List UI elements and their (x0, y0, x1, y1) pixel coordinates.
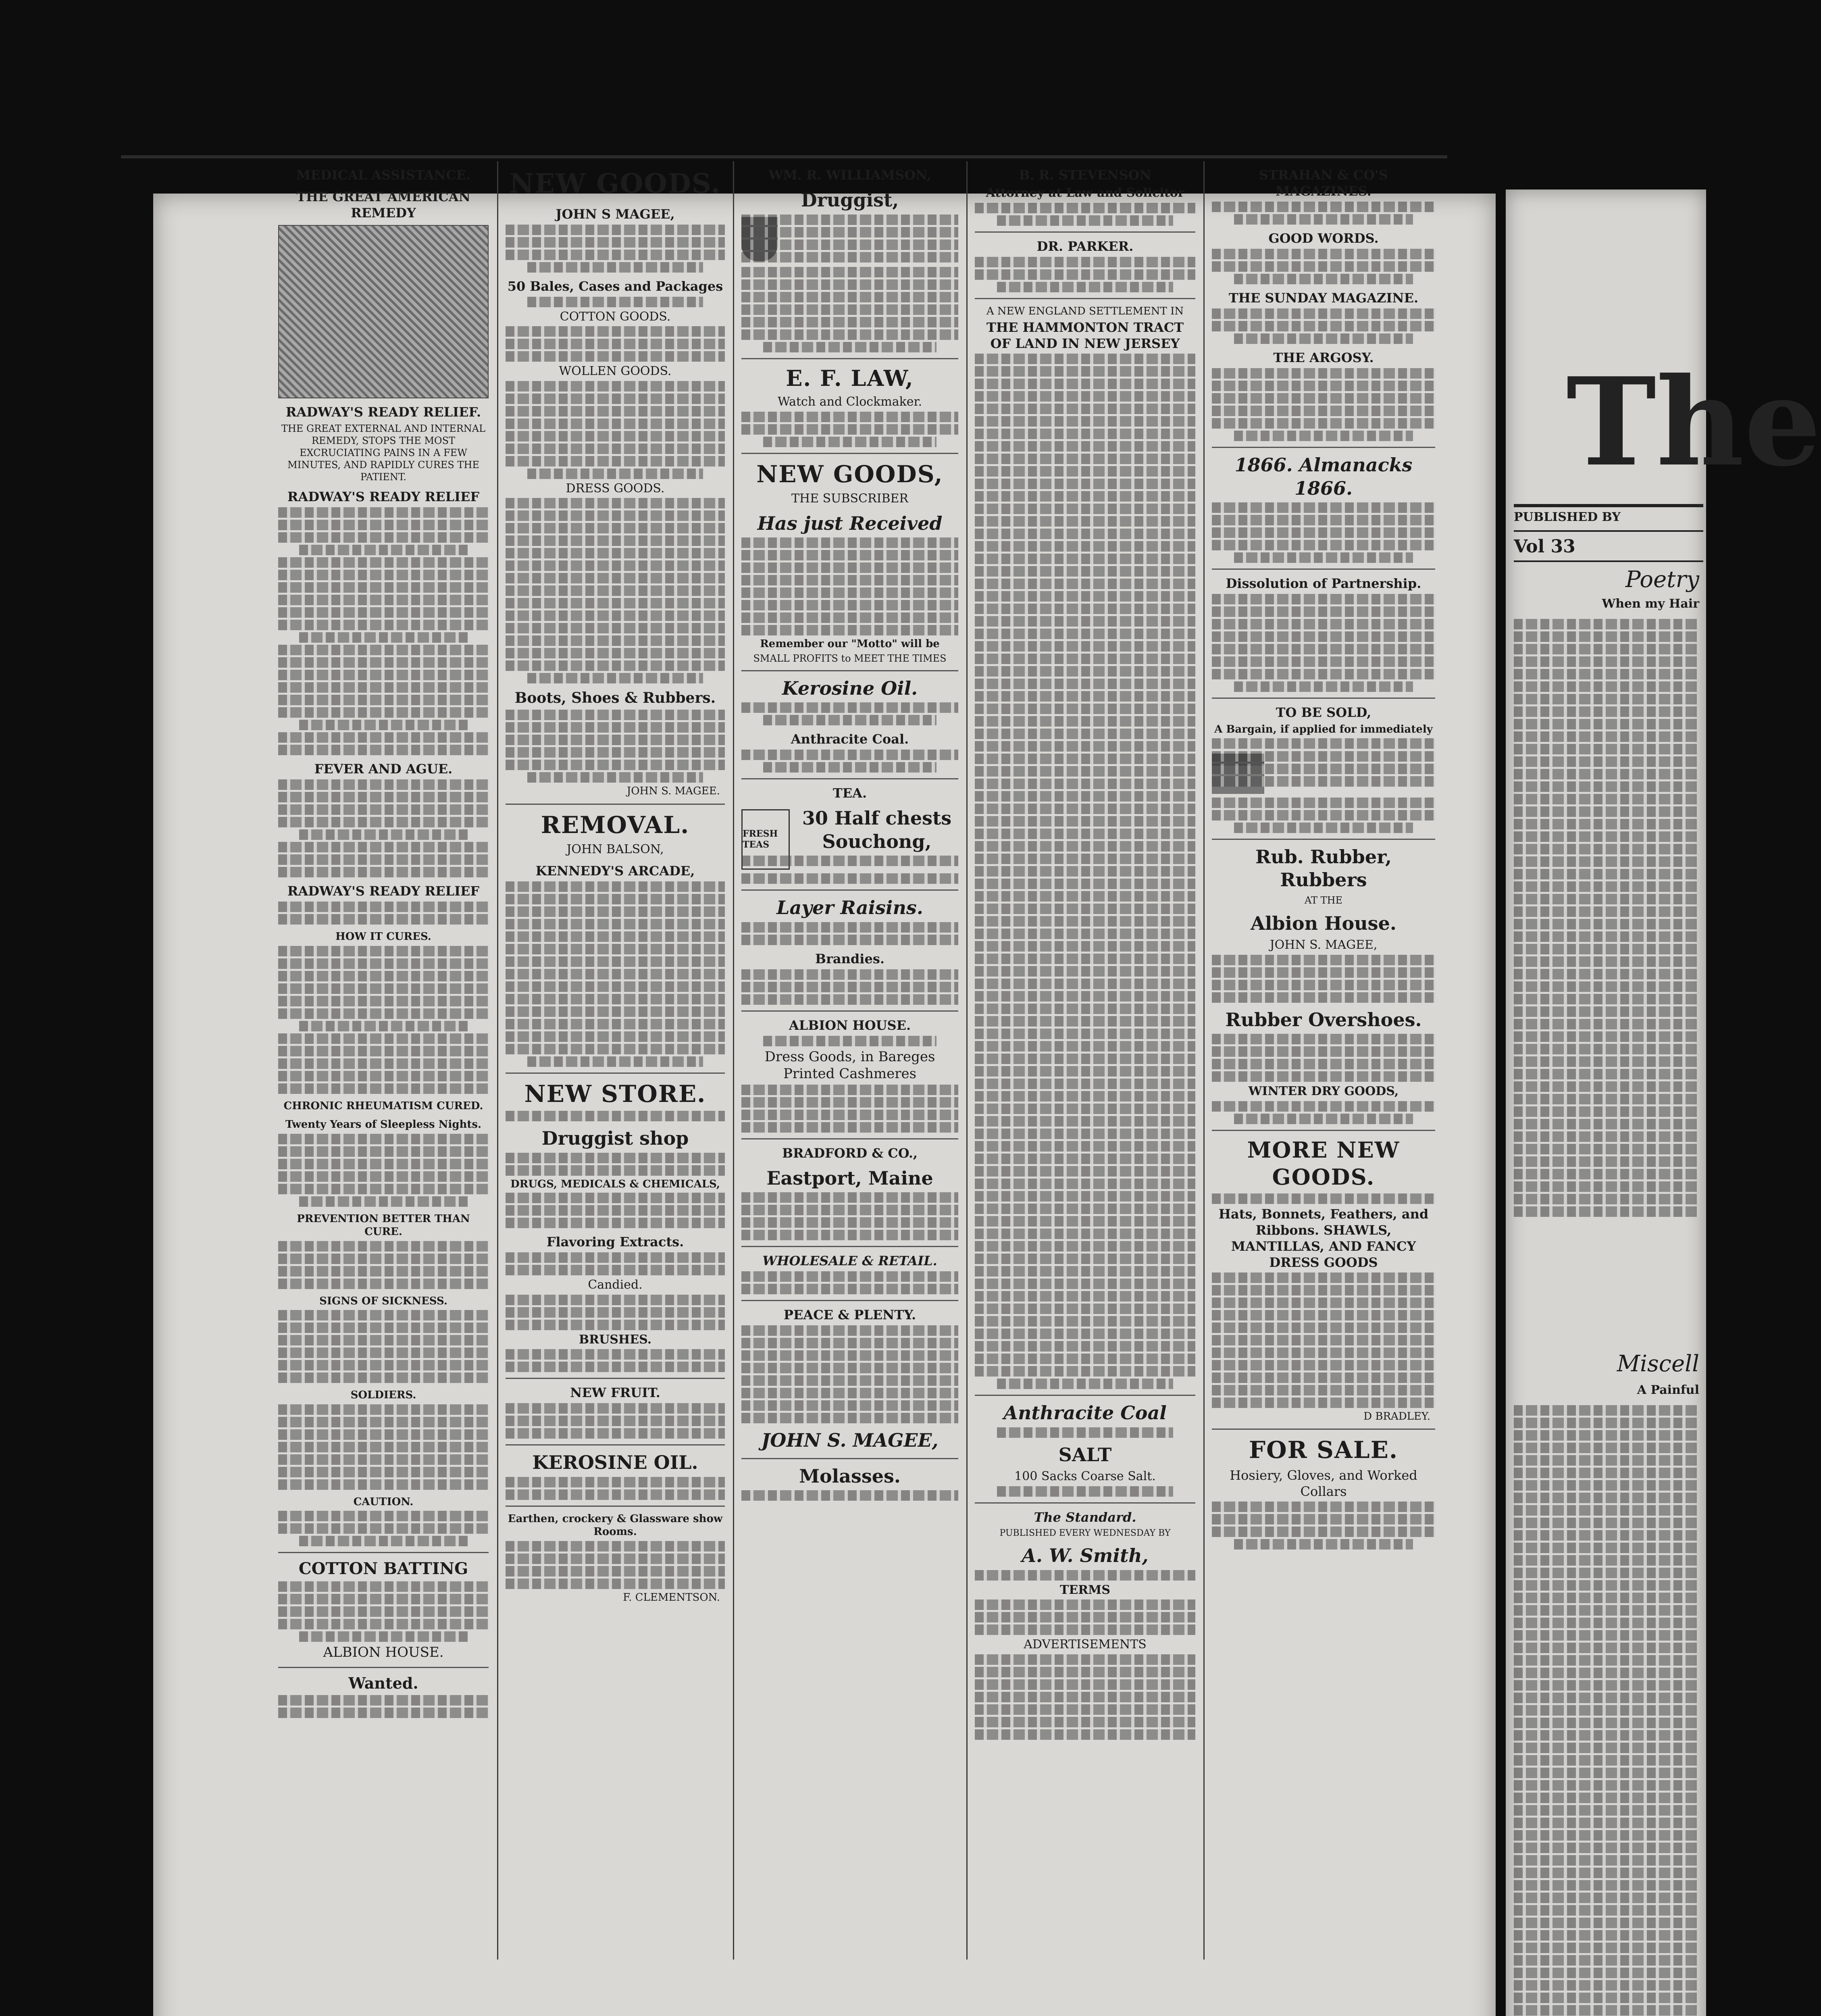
masthead-title: The (1566, 351, 1821, 493)
eagle-lion-engraving (278, 225, 489, 398)
c5-sunday: THE SUNDAY MAGAZINE. (1228, 290, 1419, 306)
c3-johnmagee: JOHN S. MAGEE, (761, 1429, 939, 1451)
c5-hosiery: Hosiery, Gloves, and Worked Collars (1230, 1467, 1417, 1499)
c3-molasses: Molasses. (799, 1465, 901, 1487)
c2-magee: JOHN S MAGEE, (556, 206, 675, 222)
c4-parker: DR. PARKER. (1036, 238, 1134, 254)
c4-published: PUBLISHED EVERY WEDNESDAY BY (999, 1528, 1171, 1538)
c3-watch: Watch and Clockmaker. (777, 395, 922, 409)
c2-removal: REMOVAL. (541, 811, 690, 839)
c3-anthracite: Anthracite Coal. (791, 731, 909, 747)
c1-fever: FEVER AND AGUE. (314, 761, 453, 777)
c4-bags: 100 Sacks Coarse Salt. (1014, 1469, 1156, 1483)
masthead-rule (1514, 560, 1703, 562)
c5-magee: JOHN S. MAGEE, (1269, 938, 1378, 952)
c5-more: MORE NEW GOODS. (1247, 1137, 1400, 1190)
c3-subscriber: THE SUBSCRIBER (791, 492, 908, 506)
c3-newgoods: NEW GOODS, (756, 460, 943, 488)
c3-bradford: BRADFORD & CO., (782, 1145, 918, 1161)
c3-eastport: Eastport, Maine (766, 1167, 933, 1189)
c2-earthen: Earthen, crockery & Glassware show Rooms. (508, 1512, 723, 1538)
c5-atalbion: AT THE (1304, 894, 1343, 906)
c1-title3: RADWAY'S READY RELIEF (287, 883, 480, 899)
c4-attorney: Attorney at Law and Solicitor (986, 186, 1184, 200)
c1-heading1: MEDICAL ASSISTANCE. (296, 167, 471, 183)
c2-cottons: COTTON GOODS. (560, 309, 671, 324)
c1-title2: RADWAY'S READY RELIEF (287, 489, 480, 504)
c1-wanted: Wanted. (348, 1674, 418, 1692)
column-1 (271, 161, 496, 1960)
c3-remember: Remember our "Motto" will be (760, 638, 940, 650)
c5-albion: Albion House. (1251, 912, 1396, 934)
c4-terms: TERMS (1060, 1583, 1110, 1597)
c5-goodwords: GOOD WORDS. (1268, 231, 1379, 246)
column-4 (968, 161, 1203, 1960)
c3-small: SMALL PROFITS to MEET THE TIMES (753, 652, 947, 664)
painful-heading: A Painful (1637, 1383, 1699, 1397)
c5-rubber: Rub. Rubber, Rubbers (1255, 846, 1392, 891)
c2-newfruit: NEW FRUIT. (570, 1385, 660, 1400)
c2-brushes: BRUSHES. (579, 1332, 652, 1347)
c1-caution: CAUTION. (353, 1495, 414, 1508)
header-rule (121, 155, 1447, 158)
c2-candied: Candied. (588, 1278, 643, 1292)
c2-flavoring: Flavoring Extracts. (546, 1234, 684, 1250)
c4-hammonton: THE HAMMONTON TRACT OF LAND IN NEW JERSEY (986, 320, 1184, 351)
tea-box-icon: FRESH TEAS (741, 809, 790, 870)
column-5 (1205, 161, 1442, 1960)
c5-forsale: FOR SALE. (1249, 1436, 1399, 1464)
c3-kero: Kerosine Oil. (782, 677, 918, 699)
c2-woollens: WOLLEN GOODS. (559, 364, 672, 378)
c3-chests: 30 Half chests Souchong, (802, 807, 952, 852)
poetry-heading: Poetry (1625, 566, 1699, 593)
c5-bradley: D BRADLEY. (1363, 1410, 1430, 1422)
c3-dressgoods: Dress Goods, in Bareges Printed Cashmeres (764, 1048, 935, 1082)
c1-title: RADWAY'S READY RELIEF. (285, 404, 481, 420)
c5-bargain: A Bargain, if applied for immediately (1214, 723, 1433, 735)
masthead-published: PUBLISHED BY (1514, 510, 1621, 524)
c4-settlement: A NEW ENGLAND SETTLEMENT IN (986, 305, 1184, 317)
c2-newstore: NEW STORE. (524, 1080, 706, 1108)
c3-wholesale: WHOLESALE & RETAIL. (762, 1253, 937, 1268)
c2-dress: DRESS GOODS. (566, 481, 665, 496)
c1-sleepless: Twenty Years of Sleepless Nights. (285, 1118, 482, 1131)
c3-tea: TEA. (832, 785, 867, 801)
c5-overshoes: Rubber Overshoes. (1225, 1008, 1422, 1031)
c2-drugs: DRUGS, MEDICALS & CHEMICALS, (510, 1178, 720, 1190)
c3-eflaw: E. F. LAW, (786, 365, 914, 391)
c3-williamson: WM. R. WILLIAMSON, (768, 167, 931, 183)
c1-cotton: COTTON BATTING (298, 1559, 468, 1578)
miscellany-text (1514, 1403, 1699, 2016)
c4-ads: ADVERTISEMENTS (1024, 1637, 1147, 1652)
c1-chronic: CHRONIC RHEUMATISM CURED. (283, 1100, 483, 1112)
c2-kerosine: KEROSINE OIL. (532, 1452, 698, 1473)
c3-brandies: Brandies. (815, 951, 884, 966)
c3-druggist: Druggist, (801, 189, 899, 211)
masthead-rule (1514, 504, 1703, 507)
c2-boots: Boots, Shoes & Rubbers. (514, 689, 716, 706)
c2-balson: JOHN BALSON, (566, 842, 664, 856)
c5-strahan: STRAHAN & CO'S MAGAZINES. (1259, 167, 1388, 199)
poem-text (1514, 617, 1699, 1355)
c2-bales: 50 Bales, Cases and Packages (507, 278, 723, 294)
c1-signs: SIGNS OF SICKNESS. (319, 1295, 447, 1307)
c4-stevenson: B. R. STEVENSON (1019, 167, 1151, 183)
c1-lead: THE GREAT EXTERNAL AND INTERNAL REMEDY, STOPS THE MOST EXCRUCIATING PAINS IN A FEW MINUTES, AND RAPIDLY CURES THE PATIENT. (281, 423, 486, 483)
poem-title: When my Hair (1602, 597, 1699, 611)
c2-arcade: KENNEDY'S ARCADE, (535, 863, 695, 879)
c3-layer: Layer Raisins. (776, 897, 923, 918)
c4-smith: A. W. Smith, (1022, 1545, 1149, 1566)
c4-anthracite: Anthracite Coal (1003, 1402, 1167, 1424)
c2-clem: F. CLEMENTSON. (623, 1591, 720, 1604)
c5-hats: Hats, Bonnets, Feathers, and Ribbons. SHAWLS, MANTILLAS, AND FANCY DRESS GOODS (1218, 1206, 1429, 1270)
c1-prevention: PREVENTION BETTER THAN CURE. (297, 1212, 470, 1238)
c5-dissolution: Dissolution of Partnership. (1226, 576, 1421, 591)
c5-almanacks: 1866. Almanacks 1866. (1234, 454, 1413, 499)
c1-heading2: THE GREAT AMERICAN REMEDY (296, 189, 470, 221)
c3-albion: ALBION HOUSE. (789, 1017, 911, 1033)
c1-how: HOW IT CURES. (335, 931, 431, 943)
c2-drug: Druggist shop (541, 1127, 689, 1149)
column-3 (734, 161, 966, 1960)
c2-newgoods: NEW GOODS. (509, 168, 721, 199)
c1-albion: ALBION HOUSE. (323, 1644, 444, 1660)
c5-tobesold: TO BE SOLD, (1276, 705, 1371, 720)
c5-argosy: THE ARGOSY. (1273, 350, 1374, 365)
c4-salt: SALT (1058, 1443, 1112, 1466)
c4-standard: The Standard. (1034, 1509, 1136, 1525)
c5-winter: WINTER DRY GOODS, (1248, 1084, 1399, 1098)
c3-received: Has just Received (757, 512, 943, 534)
volume-number: Vol 33 (1514, 536, 1575, 557)
masthead-rule (1514, 530, 1703, 532)
column-2 (498, 161, 732, 1960)
c3-peace: PEACE & PLENTY. (783, 1307, 916, 1322)
next-page-strip (1506, 190, 1821, 2016)
c2-sign: JOHN S. MAGEE. (626, 785, 720, 797)
miscellany-heading: Miscell (1617, 1351, 1699, 1377)
c1-soldiers: SOLDIERS. (350, 1389, 416, 1401)
